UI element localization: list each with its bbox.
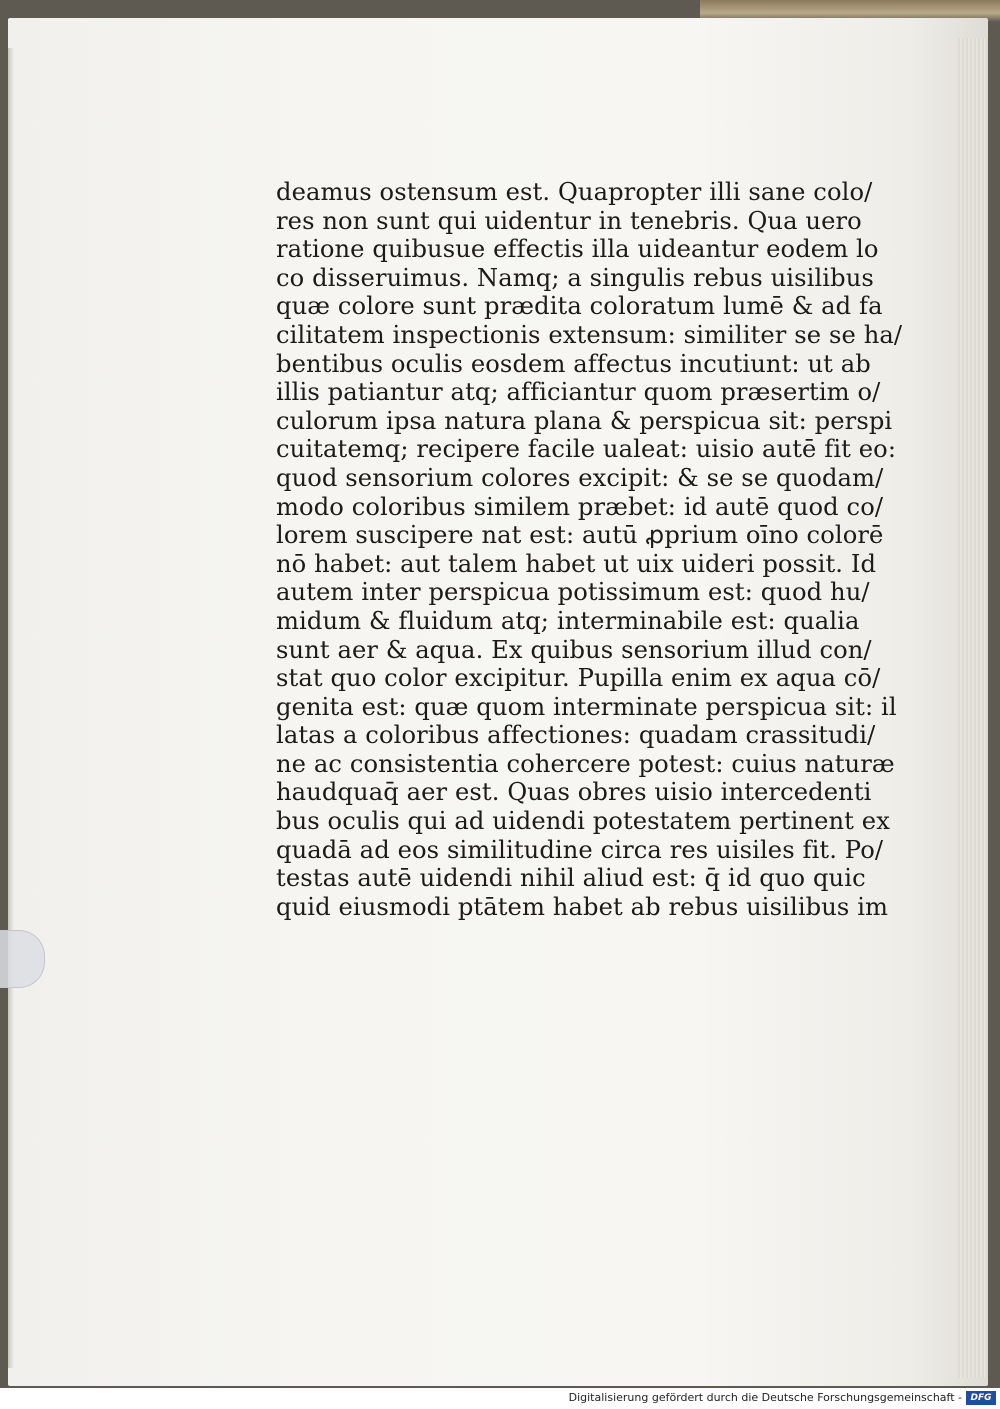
text-line: culorum ipsa natura plana & perspicua sit: perspi xyxy=(276,406,893,435)
text-line: bus oculis qui ad uidendi potestatem pertinent ex xyxy=(276,807,890,836)
paper-page xyxy=(8,18,988,1386)
funding-credit: Digitalisierung gefördert durch die Deutsche Forschungsgemeinschaft - xyxy=(568,1391,962,1404)
text-line: illis patiantur atq; afficiantur quom præsertim o/ xyxy=(276,378,881,407)
text-line: lorem suscipere nat est: autū ꝓprium oīno colorē xyxy=(276,521,884,550)
text-line: quæ colore sunt prædita coloratum lumē & ad fa xyxy=(276,292,883,321)
text-line: sunt aer & aqua. Ex quibus sensorium illud con/ xyxy=(276,635,872,664)
text-line: latas a coloribus affectiones: quadam crassitudi/ xyxy=(276,721,876,750)
page-turn-handle[interactable] xyxy=(0,930,45,988)
page-fore-edge xyxy=(958,38,988,1378)
text-line: cilitatem inspectionis extensum: similiter se se ha/ xyxy=(276,320,903,349)
text-line: co disseruimus. Namq; a singulis rebus uisilibus xyxy=(276,263,874,292)
text-line: ne ac consistentia cohercere potest: cuius naturæ xyxy=(276,749,895,778)
text-line: quadā ad eos similitudine circa res uisiles fit. Po/ xyxy=(276,835,884,864)
text-line: ratione quibusue effectis illa uideantur eodem lo xyxy=(276,235,879,264)
text-line: bentibus oculis eosdem affectus incutiunt: ut ab xyxy=(276,349,871,378)
text-line: genita est: quæ quom interminate perspicua sit: il xyxy=(276,692,897,721)
text-line: quid eiusmodi ptātem habet ab rebus uisilibus im xyxy=(276,892,889,921)
text-line: autem inter perspicua potissimum est: quod hu/ xyxy=(276,578,870,607)
footer-bar xyxy=(0,1388,1000,1409)
text-line: cuitatemq; recipere facile ualeat: uisio autē fit eo: xyxy=(276,435,897,464)
text-line: modo coloribus similem præbet: id autē quod co/ xyxy=(276,492,884,521)
dfg-logo[interactable]: DFG xyxy=(966,1391,996,1405)
page-gutter-shadow xyxy=(8,48,14,1368)
text-line: nō habet: aut talem habet ut uix uideri possit. Id xyxy=(276,549,877,578)
text-line: testas autē uidendi nihil aliud est: q̄ id quo quic xyxy=(276,864,866,893)
text-block xyxy=(276,178,903,921)
text-line: quod sensorium colores excipit: & se se quodam/ xyxy=(276,463,884,492)
text-line: deamus ostensum est. Quapropter illi sane colo/ xyxy=(276,178,873,206)
text-line: res non sunt qui uidentur in tenebris. Qua uero xyxy=(276,206,862,235)
text-line: midum & fluidum atq; interminabile est: qualia xyxy=(276,606,860,635)
text-line: haudquaq̄ aer est. Quas obres uisio intercedenti xyxy=(276,778,872,807)
text-line: stat quo color excipitur. Pupilla enim ex aqua cō/ xyxy=(276,664,881,693)
